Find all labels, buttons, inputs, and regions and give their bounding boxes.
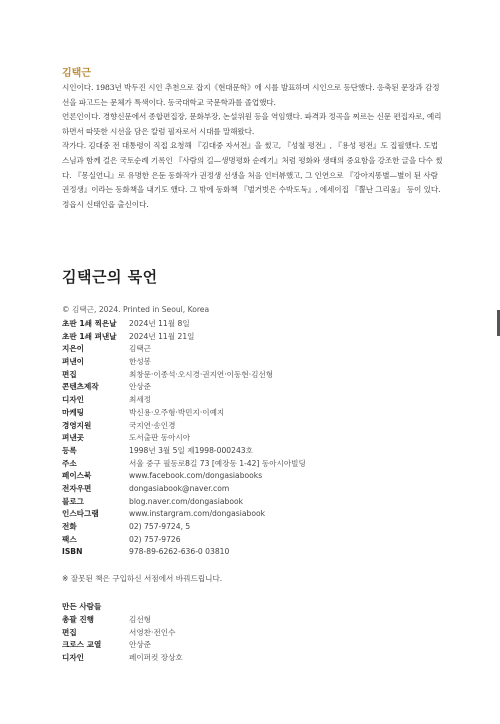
info-value: 최창문·이종석·오시경·권지연·이동현·김선형 [129, 369, 274, 379]
author-bio [62, 81, 446, 212]
credit-row [62, 627, 183, 640]
info-row [62, 483, 442, 496]
info-row [62, 394, 442, 407]
isbn-row [62, 546, 229, 558]
credit-label: 디자인 [62, 653, 85, 663]
info-label: 콘텐츠제작 [62, 382, 99, 392]
info-row [62, 496, 442, 509]
info-row [62, 432, 442, 445]
info-row [62, 343, 442, 356]
copyright-line: © 김택근, 2024. Printed in Seoul, Korea [62, 305, 210, 314]
bio-paragraph-hometown: 정읍시 신태인읍 출신이다. [62, 199, 149, 209]
info-row [62, 521, 442, 534]
info-value: 김택근 [129, 344, 152, 354]
info-label: 경영지원 [62, 420, 92, 430]
credit-label: 크로스 교열 [62, 640, 102, 650]
bio-paragraph-writer: 작가다. 김대중 전 대통령이 직접 요청해 『김대중 자서전』을 썼고, 『성철 평전』, 『용성 평전』도 집필했다. 도법 스님과 함께 걸은 국토순례 기록인 『사람의 길—생명평화 순례기』처럼 평화와 생태의 중요함을 강조한 글을 다수 썼다. 『몽실언니』로 유명한 은둔 동화작가 권정생 선생을 처음 인터뷰했고, 그 인연으로 『강아지똥별—별이 된 사람 권정생』이라는 동화책을 내기도 했다. 그 밖에 동화책 『벌거벗은 수박도둑』, 에세이집 『뿔난 그리움』 등이 있다. [62, 141, 443, 195]
isbn-label: ISBN [62, 547, 83, 556]
isbn-value: 978-89-6262-636-0 03810 [129, 547, 230, 556]
credits-title: 만든 사람들 [62, 602, 102, 611]
credit-value: 페이퍼컷 장상호 [129, 653, 183, 663]
info-value: 02) 757-9726 [129, 534, 181, 544]
info-label: 초판 1쇄 펴낸날 [62, 331, 117, 341]
info-row [62, 420, 442, 433]
info-value: www.facebook.com/dongasiabooks [129, 471, 263, 481]
info-label: 전자우편 [62, 483, 92, 493]
info-row [62, 458, 442, 471]
info-label: 페이스북 [62, 471, 92, 481]
info-row [62, 508, 442, 521]
bio-paragraph-poet: 시인이다. 1983년 박두진 시인 추천으로 잡지《현대문학》에 시를 발표하며 시인으로 등단했다. 응축된 문장과 감정선을 파고드는 문체가 특색이다. 동국대학교 국문학과를 졸업했다. [62, 83, 440, 107]
credit-row [62, 639, 183, 652]
info-label: 인스타그램 [62, 509, 99, 519]
credit-row [62, 652, 183, 665]
info-value: 서울 중구 필동로8길 73 [예장동 1-42] 동아시아빌딩 [129, 458, 306, 468]
info-value: 박신용·오주형·박민지·이예지 [129, 407, 225, 417]
credit-value: 안상준 [129, 640, 152, 650]
info-row [62, 445, 442, 458]
info-row [62, 318, 442, 331]
info-value: 2024년 11월 8일 [129, 319, 190, 328]
info-value: dongasiabook@naver.com [129, 483, 230, 493]
info-label: 주소 [62, 458, 77, 468]
info-label: 펴낸이 [62, 357, 85, 367]
credit-value: 김선형 [129, 615, 152, 624]
info-label: 전화 [62, 522, 77, 531]
info-row [62, 470, 442, 483]
info-row [62, 369, 442, 382]
info-value: 최세정 [129, 395, 152, 405]
info-label: 펴낸곳 [62, 433, 85, 443]
credit-value: 서영찬·전인수 [129, 627, 176, 637]
info-row [62, 331, 442, 344]
info-value: 도서출판 동아시아 [129, 433, 191, 443]
info-label: 등록 [62, 445, 77, 455]
credits-table [62, 614, 183, 665]
info-value: www.instargram.com/dongasiabook [129, 509, 266, 519]
info-value: blog.naver.com/dongasiabook [129, 496, 244, 506]
info-row [62, 534, 442, 547]
author-name: 김택근 [62, 68, 91, 79]
info-row [62, 356, 442, 369]
info-value: 국지연·송인경 [129, 420, 176, 430]
bio-paragraph-journalist: 언론인이다. 경향신문에서 종합편집장, 문화부장, 논설위원 등을 역임했다. 파격과 정곡을 찌르는 신문 편집자로, 예리하면서 따뜻한 시선을 담은 칼럼 필자로서 시대를 말해왔다. [62, 112, 442, 136]
info-label: 디자인 [62, 395, 85, 405]
info-value: 한성봉 [129, 357, 152, 367]
info-label: 초판 1쇄 찍은날 [62, 319, 117, 328]
book-title: 김택근의 묵언 [62, 268, 158, 286]
info-label: 팩스 [62, 534, 77, 544]
info-label: 지은이 [62, 344, 85, 354]
info-label: 블로그 [62, 496, 85, 506]
info-value: 02) 757-9724, 5 [129, 522, 191, 531]
info-value: 2024년 11월 21일 [129, 331, 195, 341]
exchange-notice: ※ 잘못된 책은 구입하신 서점에서 바꿔드립니다. [62, 574, 223, 583]
credit-label: 편집 [62, 627, 77, 637]
credit-label: 총괄 진행 [62, 615, 94, 624]
info-label: 마케팅 [62, 407, 85, 417]
info-value: 안상준 [129, 382, 152, 392]
info-row [62, 407, 442, 420]
info-value: 1998년 3월 5일 제1998-000243호 [129, 445, 253, 455]
publishing-info-table [62, 318, 442, 546]
credit-row [62, 614, 183, 627]
info-label: 편집 [62, 369, 77, 379]
info-row [62, 381, 442, 394]
